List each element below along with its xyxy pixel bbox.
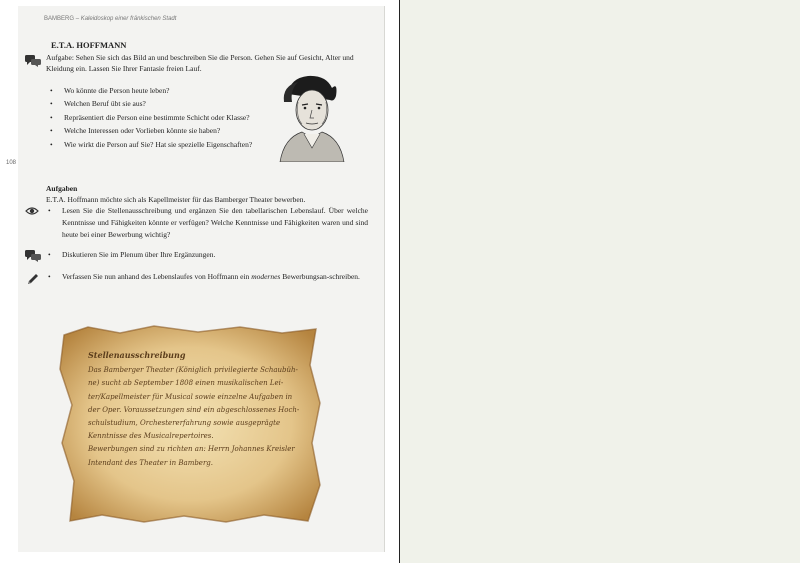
job-advertisement (88, 349, 303, 470)
task-write-item (46, 271, 368, 283)
task-discuss-item: • Diskutieren Sie im Plenum über Ihre Ergänzungen. (46, 248, 368, 261)
task-read-item: • Lesen Sie die Stellenausschreibung und ergänzen Sie den tabellarischen Lebenslauf. Über welche Kenntnisse und Fähigkeiten könnte er verfügen? Welche Kenntnisse und Fähigkeiten waren und sind heute bei einer Bewerbung wichtig? (46, 205, 368, 242)
task-image-description: Aufgabe: Sehen Sie sich das Bild an und beschreiben Sie die Person. Gehen Sie auf Gesicht, Alter und Kleidung ein. Lassen Sie Ihrer Fantasie freien Lauf. (46, 53, 354, 73)
task-write-list (46, 271, 368, 283)
question-item: • Wie wirkt die Person auf Sie? Hat sie spezielle Eigenschaften? (48, 138, 268, 151)
task-discuss-list (46, 248, 368, 261)
tasks-heading: Aufgaben (46, 184, 78, 193)
header-book: BAMBERG (44, 16, 75, 22)
discussion-icon (25, 55, 41, 67)
task-write-text-end: Bewerbungsan-schreiben. (280, 272, 360, 281)
question-item: • Repräsentiert die Person eine bestimmte Schicht oder Klasse? (48, 111, 268, 124)
job-ad-line: der Oper. Voraussetzungen sind ein abgeschlossenes Hoch- (88, 405, 300, 414)
tasks-intro: E.T.A. Hoffmann möchte sich als Kapellmeister für das Bamberger Theater bewerben. (46, 195, 306, 204)
job-ad-line: Intendant des Theater in Bamberg. (88, 458, 214, 467)
header-separator: – (75, 16, 80, 22)
discussion-icon (25, 250, 41, 262)
page-title: E.T.A. HOFFMANN (51, 40, 127, 50)
job-ad-line: Kenntnisse des Musicalrepertoires. (88, 432, 214, 441)
running-header (44, 16, 176, 22)
task-read-list (46, 205, 368, 242)
job-ad-line: schulstudium, Orchestererfahrung sowie ausgeprägte (88, 419, 281, 428)
eye-icon (25, 206, 39, 216)
hoffmann-portrait-sketch (268, 72, 352, 162)
job-ad-line: ne) sucht ab September 1808 einen musikalischen Lei- (88, 379, 284, 388)
page-number: 108 (6, 160, 17, 166)
job-ad-line: Bewerbungen sind zu richten an: Herrn Johannes Kreisler (88, 445, 295, 454)
job-ad-heading: Stellenausschreibung (88, 350, 186, 360)
pencil-icon (26, 272, 40, 286)
header-chapter: Kaleidoskop einer fränkischen Stadt (80, 16, 177, 22)
task-write-text: Verfassen Sie nun anhand des Lebenslaufes von Hoffmann ein (62, 272, 252, 281)
question-item: • Welche Interessen oder Vorlieben könnte sie haben? (48, 124, 268, 137)
question-list (48, 84, 268, 151)
job-ad-line: Das Bamberger Theater (Königlich privilegierte Schaubüh- (88, 366, 298, 375)
job-ad-line: ter/Kapellmeister für Musical sowie einzelne Aufgaben in (88, 392, 293, 401)
right-page-cv (400, 0, 800, 563)
question-item: • Wo könnte die Person heute leben? (48, 84, 268, 97)
question-item: • Welchen Beruf übt sie aus? (48, 97, 268, 110)
task-write-emphasis: modernes (251, 272, 281, 281)
